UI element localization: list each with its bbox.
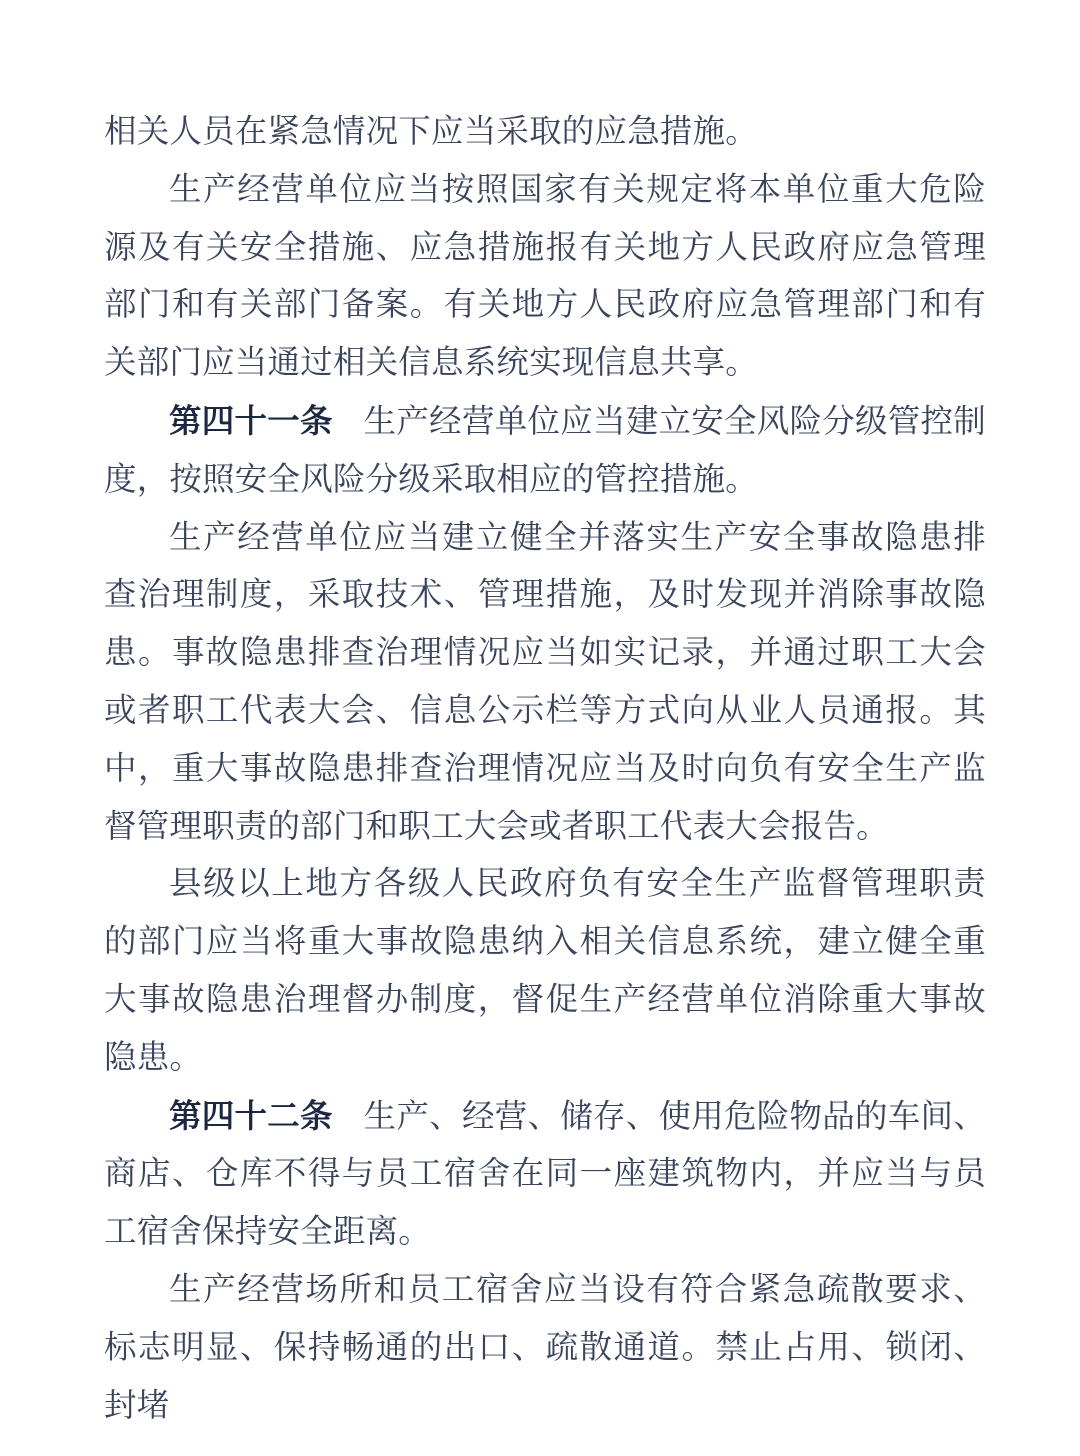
paragraph: [104, 856, 986, 1087]
paragraph-text: 生产、经营、储存、使用危险物品的车间、商店、仓库不得与员工宿舍在同一座建筑物内，并应当与员工宿舍保持安全距离。: [104, 1098, 986, 1251]
article-number: 第四十二条: [169, 1097, 333, 1134]
paragraph: [104, 1262, 986, 1435]
paragraph: [104, 510, 986, 857]
paragraph-text: 生产经营单位应当建立健全并落实生产安全事故隐患排查治理制度，采取技术、管理措施，及时发现并消除事故隐患。事故隐患排查治理情况应当如实记录，并通过职工大会或者职工代表大会、信息公示栏等方式向从业人员通报。其中，重大事故隐患排查治理情况应当及时向负有安全生产监督管理职责的部门和职工大会或者职工代表大会报告。: [104, 519, 986, 845]
document-body: [104, 104, 986, 1435]
paragraph-text: 县级以上地方各级人民政府负有安全生产监督管理职责的部门应当将重大事故隐患纳入相关信息系统，建立健全重大事故隐患治理督办制度，督促生产经营单位消除重大事故隐患。: [104, 866, 986, 1076]
paragraph-text: 相关人员在紧急情况下应当采取的应急措施。: [104, 114, 759, 150]
paragraph-text: 生产经营场所和员工宿舍应当设有符合紧急疏散要求、标志明显、保持畅通的出口、疏散通道。禁止占用、锁闭、封堵: [104, 1271, 986, 1424]
paragraph: [104, 162, 986, 393]
paragraph: [104, 104, 986, 162]
paragraph: [104, 393, 986, 510]
article-number: 第四十一条: [169, 402, 333, 439]
paragraph-text: 生产经营单位应当按照国家有关规定将本单位重大危险源及有关安全措施、应急措施报有关地方人民政府应急管理部门和有关部门备案。有关地方人民政府应急管理部门和有关部门应当通过相关信息系统实现信息共享。: [104, 171, 986, 382]
paragraph: [104, 1088, 986, 1262]
paragraph-text: 生产经营单位应当建立安全风险分级管控制度，按照安全风险分级采取相应的管控措施。: [104, 403, 986, 498]
